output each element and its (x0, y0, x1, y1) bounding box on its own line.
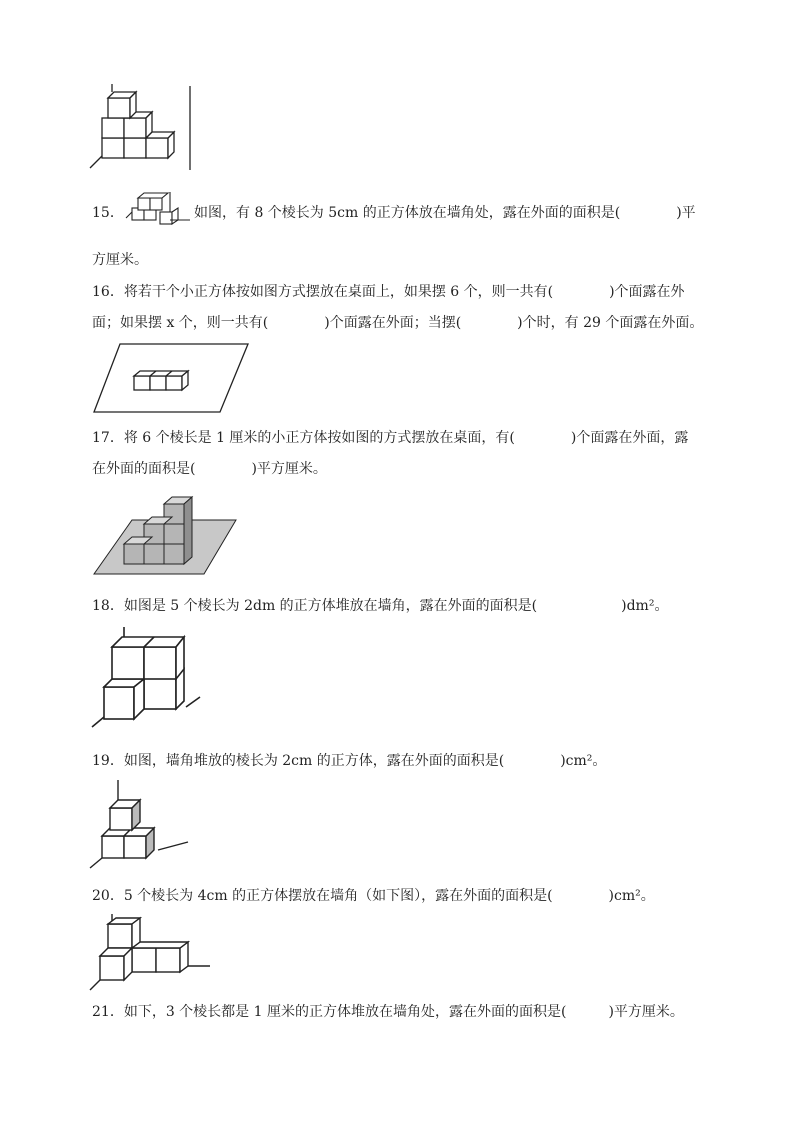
figure-q19-corner-cubes (88, 778, 192, 870)
question-16-line-1: 16．将若干个小正方体按如图方式摆放在桌面上，如果摆 6 个，则一共有( )个面露在外 (92, 284, 685, 300)
question-15-number: 15． (92, 205, 124, 221)
question-21-line-1: 21．如下，3 个棱长都是 1 厘米的正方体堆放在墙角处，露在外面的面积是( )平方厘米。 (92, 1004, 684, 1020)
figure-corner-stack-top (88, 82, 198, 174)
question-17-line-1: 17．将 6 个棱长是 1 厘米的小正方体按如图的方式摆放在桌面，有( )个面露在外面，露 (92, 430, 689, 446)
question-18-line-1: 18．如图是 5 个棱长为 2dm 的正方体堆放在墙角，露在外面的面积是( )dm²。 (92, 598, 669, 614)
question-15-line-1 (92, 202, 124, 222)
figure-q16-table-cubes (92, 342, 252, 414)
question-15-text-continued: 方厘米。 (92, 252, 148, 268)
question-15-text: 如图，有 8 个棱长为 5cm 的正方体放在墙角处，露在外面的面积是( )平 (194, 205, 696, 221)
question-17-line-2: 在外面的面积是( )平方厘米。 (92, 461, 327, 477)
figure-q18-corner-cubes (88, 625, 208, 731)
figure-q17-stair-cubes (92, 490, 238, 578)
question-16-line-2: 面；如果摆 x 个，则一共有( )个面露在外面；当摆( )个时，有 29 个面露在外面。 (92, 315, 704, 331)
figure-q20-corner-cubes (88, 912, 214, 992)
question-19-line-1: 19．如图，墙角堆放的棱长为 2cm 的正方体，露在外面的面积是( )cm²。 (92, 753, 607, 769)
question-20-line-1: 20．5 个棱长为 4cm 的正方体摆放在墙角（如下图），露在外面的面积是( )cm²。 (92, 888, 655, 904)
figure-q15-cubes (124, 190, 194, 232)
